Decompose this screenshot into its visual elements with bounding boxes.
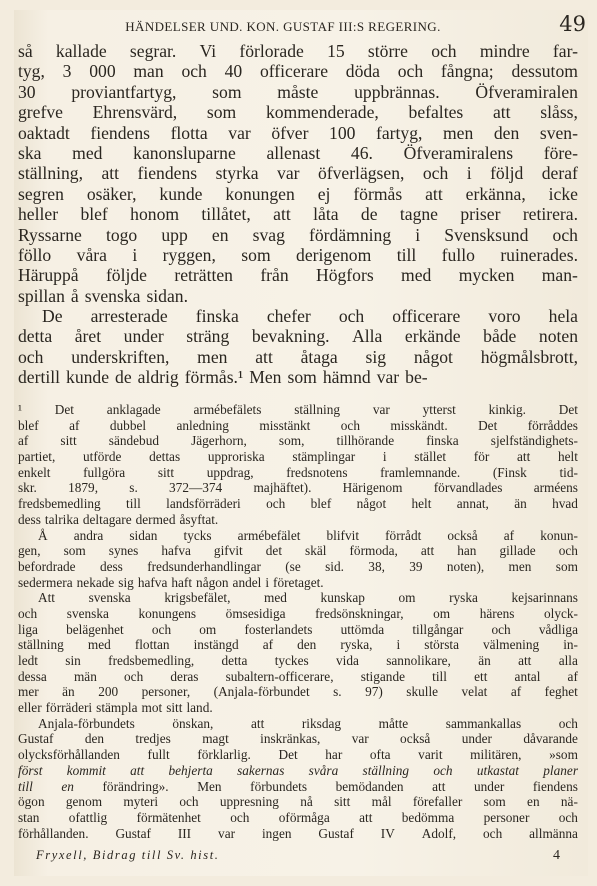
page-footer <box>18 848 578 868</box>
text-line: tyg, 3 000 man och 40 officerare döda och fångna; dessutom <box>18 61 578 82</box>
footnote-line: Att svenska krigsbefälet, med kunskap om ryska kejsarinnans <box>38 590 578 606</box>
footnote-line: partiet, utförde dettas upproriska stämplingar i stället för att helt <box>18 449 578 465</box>
text-line: Häruppå följde reträtten från Högfors med mycken man- <box>18 265 578 286</box>
footnote-line: Anjala-förbundets önskan, att riksdag måtte sammankallas och <box>38 715 578 731</box>
text-line: så kallade segrar. Vi förlorade 15 större och mindre far- <box>18 41 578 61</box>
footnote-line: skr. 1879, s. 372—374 majhäftet). Härigenom förvandlades arméens <box>18 480 578 496</box>
footnote-line: blef af dubbel anledning misstänkt och misskändt. Det förråddes <box>18 417 578 433</box>
footnote-line: dess talrika deltagare dermed åsyftat. <box>18 511 219 527</box>
footnote-line: af sitt sändebud Jägerhorn, som, tillhörande finska sjelfständighets- <box>18 433 578 449</box>
footnote-line: ¹ Det anklagade armébefälets ställning var ytterst kinkig. Det <box>18 402 578 417</box>
footnote-line: olycksförhållanden fullt förklarlig. Det har ofta varit militären, »som <box>18 747 578 763</box>
footnote-line: enkelt fullgöra sitt uppdrag, fredsnotens framlemnande. (Finsk tid- <box>18 464 578 480</box>
text-line: segren osäker, kunde konungen ej förmås att erkänna, icke <box>18 183 578 204</box>
text-line: dertill kunde de aldrig förmås.¹ Men som hämnd var be- <box>18 367 428 388</box>
signature-mark: 4 <box>553 848 560 863</box>
footnote-line: eller förräderi stämpla mot sitt land. <box>18 700 213 716</box>
footnote-line: Gustaf den tredjes magt inskränkas, var också under dåvarande <box>18 731 578 747</box>
text-line: oaktadt fiendens flotta var öfver 100 fartyg, men den sven- <box>18 122 578 143</box>
text-line: föllo våra i ryggen, som derigenom till fullo ruinerades. <box>18 244 578 265</box>
text-line: spillan å svenska sidan. <box>18 285 188 306</box>
footnote-line: ögon genom myteri och uppresning nå sitt mål förefaller som en nä- <box>18 794 578 810</box>
text-line: Ryssarne togo upp en svag fördämning i Svensksund och <box>18 224 578 245</box>
source-line: Fryxell, Bidrag till Sv. hist. <box>36 848 220 862</box>
text-line: ställning, att fiendens styrka var öfverlägsen, och i följd deraf <box>18 163 578 184</box>
footnote-line: fredsbemedling till landsförräderi och blef något helt annat, än hvad <box>18 496 578 512</box>
footnote-block <box>18 402 578 841</box>
running-title: HÄNDELSER UND. KON. GUSTAF III:S REGERING. <box>125 19 441 34</box>
text-line: De arresterade finska chefer och officerare voro hela <box>42 306 578 327</box>
footnote-line: stan ofattlig förmätenhet och oförmåga att bedömma personer och <box>18 809 578 825</box>
footnote-line: sedermera nekade sig hafva haft någon andel i företaget. <box>18 574 324 590</box>
text-line: och underskriften, men att åtaga sig något högmålsbrott, <box>18 346 578 367</box>
footnote-line: ställning med flottan instängd af den ryska, i största välmening in- <box>18 637 578 653</box>
footnote-line: befordrade dess fredsunderhandlingar (se sid. 38, 39 noten), men som <box>18 558 578 574</box>
footnote-line: förhållanden. Gustaf III var ingen Gustaf IV Adolf, och allmänna <box>18 825 578 841</box>
text-line: 30 proviantfartyg, som måste uppbrännas. Öfveramiralen <box>18 81 578 102</box>
footnote-line: dessa män och deras subaltern-officerare, stigande till ett antal af <box>18 668 578 684</box>
text-line: grefve Ehrensvärd, som kommenderade, befaltes att slåss, <box>18 102 578 123</box>
footnote-line: mer än 200 personer, (Anjala-förbundet s. 97) skulle velat af feghet <box>18 684 578 700</box>
text-line: heller blef honom tillåtet, att låta de tagne priser retirera. <box>18 204 578 225</box>
footnote-line: liga belägenhet och om fosterlandets uttömda tillgångar och vådliga <box>18 621 578 637</box>
footnote-line: ledt sin fredsbemedling, detta tyckes vida sannolikare, än att alla <box>18 653 578 668</box>
footnote-line: först kommit att behjerta sakernas svåra ställning och utkastat planer <box>18 762 578 778</box>
text-line: detta året under sträng bevakning. Alla erkände både noten <box>18 326 578 347</box>
page-number: 49 <box>559 12 586 36</box>
footnote-line: Å andra sidan tycks armébefälet blifvit förrådt också af konun- <box>38 527 578 543</box>
footnote-line: gen, som synes hafva gifvit det skäl förmoda, att han gillade och <box>18 543 578 559</box>
text-line: ska med kanonsluparne allenast 46. Öfveramiralens före- <box>18 142 578 163</box>
main-text <box>18 41 578 388</box>
footnote-line: och svenska konungens ömsesidiga fredsönskningar, om härens olyck- <box>18 605 578 621</box>
page-header <box>20 12 586 38</box>
book-page <box>14 10 588 876</box>
footnote-line: till en förändring». Men förbundets bemödanden att under fiendens <box>18 778 578 794</box>
